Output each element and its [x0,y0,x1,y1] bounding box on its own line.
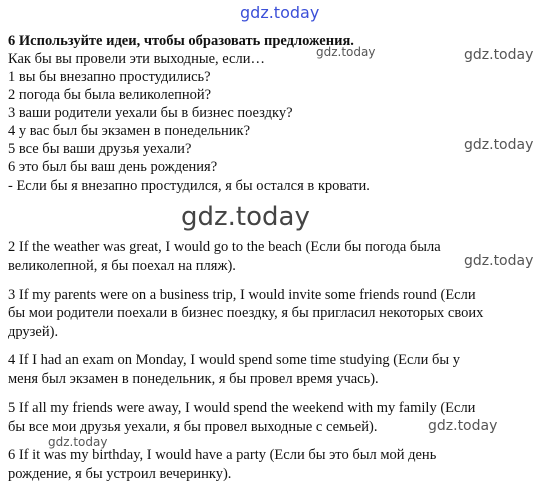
watermark-right-1: gdz.today [464,47,534,63]
answer-6-line-2: рождение, я бы устроил вечеринку). [8,466,232,482]
exercise-item: 2 погода бы была великолепной? [8,87,212,103]
exercise-item: 6 это был бы ваш день рождения? [8,159,218,175]
answer-4-line-2: меня был экзамен в понедельник, я бы провел время учась). [8,371,379,387]
exercise-example: - Если бы я внезапно простудился, я бы остался в кровати. [8,178,370,194]
answer-3-line-2: бы мои родители поехали в бизнес поездку, я бы пригласил некоторых своих [8,305,484,321]
exercise-item: 1 вы бы внезапно простудились? [8,69,211,85]
answer-6-line-1: 6 If it was my birthday, I would have a party (Если бы это был мой день [8,447,437,463]
answer-3-line-3: друзей). [8,324,59,340]
watermark-right-3: gdz.today [464,253,534,269]
watermark-inline-5: gdz.today [428,418,498,434]
answer-5-line-1: 5 If all my friends were away, I would spend the weekend with my family (Если [8,400,476,416]
answer-4-line-1: 4 If I had an exam on Monday, I would spend some time studying (Если бы у [8,352,460,368]
exercise-title: 6 Используйте идеи, чтобы образовать предложения. [8,33,354,49]
exercise-item: 3 ваши родители уехали бы в бизнес поездку? [8,105,293,121]
answer-2-line-2: великолепной, я бы поехал на пляж). [8,258,236,274]
answer-2-line-1: 2 If the weather was great, I would go to the beach (Если бы погода была [8,239,441,255]
answer-5-line-2: бы все мои друзья уехали, я бы провел выходные с семьей). [8,419,378,435]
watermark-top: gdz.today [240,3,320,22]
exercise-intro: Как бы вы провели эти выходные, если… [8,51,265,67]
answer-3-line-1: 3 If my parents were on a business trip, I would invite some friends round (Если [8,287,476,303]
watermark-right-2: gdz.today [464,137,534,153]
exercise-item: 5 все бы ваши друзья уехали? [8,141,192,157]
watermark-center-big: gdz.today [181,202,310,232]
watermark-after-intro: gdz.today [316,45,376,59]
watermark-above-6: gdz.today [48,435,108,449]
exercise-item: 4 у вас был бы экзамен в понедельник? [8,123,251,139]
